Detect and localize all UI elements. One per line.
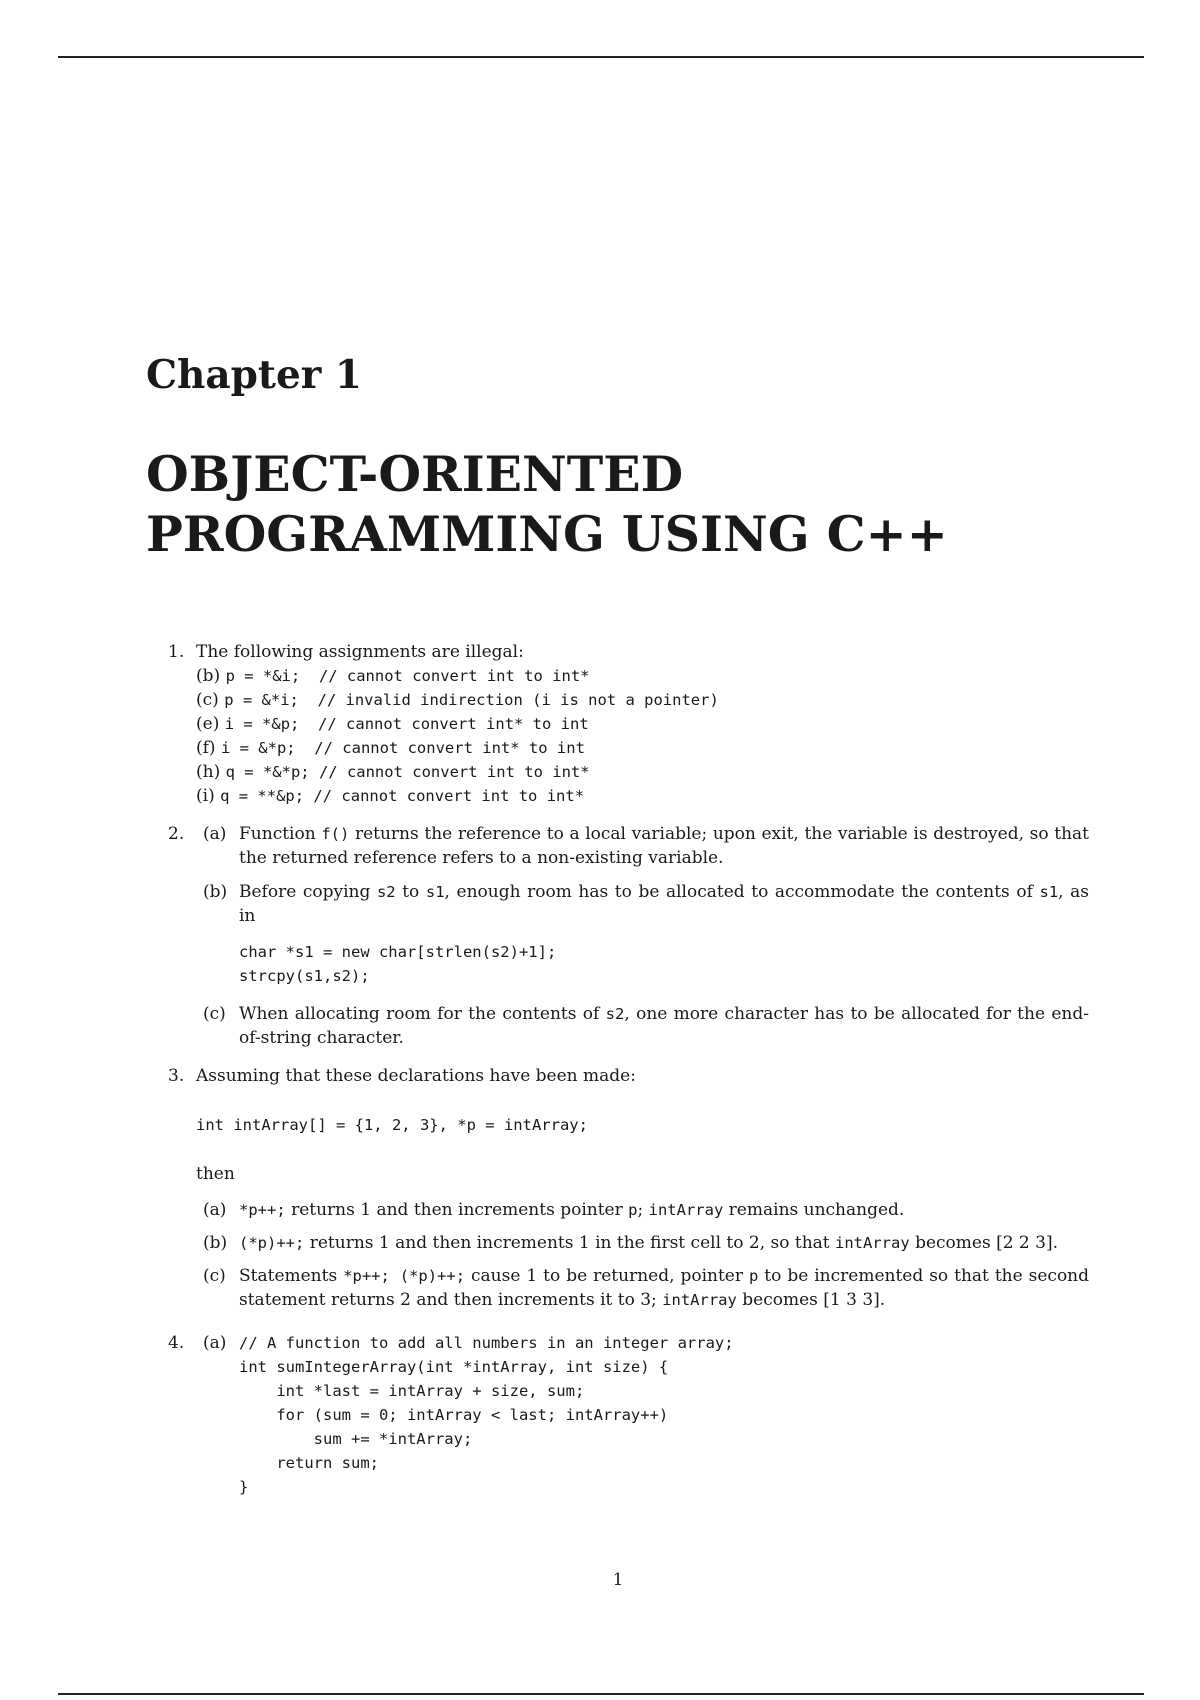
q1-item-f [196,736,585,760]
q2-c-code: s2 [605,1005,625,1023]
q2-b-mid: to [395,882,426,902]
q3-number: 3. [168,1066,185,1086]
page-number: 1 [612,1570,624,1590]
q3-b-text [239,1231,1089,1255]
q3-a-code: intArray [648,1201,724,1219]
q1-item-c [196,688,719,712]
code-line: } [239,1478,249,1496]
q4-code-block [239,1331,734,1499]
q2-a-pre: Function [239,824,322,844]
q1-item-label: (h) [196,762,221,782]
q1-item-label: (f) [196,738,216,758]
q2-b-code: s2 [376,883,396,901]
q1-number: 1. [168,642,185,662]
q2-b-code: s1 [1039,883,1059,901]
q2-c-post: , one more character has to be allocated for the end-of-string character. [239,1004,1089,1048]
q3-b-post: becomes [2 2 3]. [909,1233,1059,1253]
q2-a-code: f() [321,825,350,843]
q3-c-label: (c) [203,1266,226,1286]
q3-c-code: *p++; (*p)++; [343,1267,466,1285]
code-line: strcpy(s1,s2); [239,967,370,985]
q3-c-pre: Statements [239,1266,344,1286]
chapter-title [146,444,1046,564]
chapter-label: Chapter 1 [146,352,363,398]
q3-b-label: (b) [203,1233,228,1253]
q1-item-label: (e) [196,714,220,734]
q2-a-label: (a) [203,824,227,844]
q2-c-pre: When allocating room for the contents of [239,1004,606,1024]
q2-b-label: (b) [203,882,228,902]
q4-a-label: (a) [203,1333,227,1353]
code-line: sum += *intArray; [239,1430,473,1448]
q1-item-h [196,760,590,784]
q3-intro: Assuming that these declarations have been made: [196,1066,636,1086]
q2-c-label: (c) [203,1004,226,1024]
q1-item-b [196,664,590,688]
q3-b-code: intArray [835,1234,910,1252]
q3-b-code: (*p)++; [239,1234,305,1252]
q2-b-pre: Before copying [239,882,377,902]
q3-c-code: intArray [662,1291,737,1309]
code-line: for (sum = 0; intArray < last; intArray++) [239,1406,669,1424]
q3-a-mid: ; [637,1200,649,1220]
q1-item-code: p = *&i; // cannot convert int to int* [225,667,590,685]
chapter-title-line-2: PROGRAMMING USING C++ [146,505,948,563]
q2-b-code-block [239,940,556,988]
q1-item-code: q = **&p; // cannot convert int to int* [220,787,585,805]
bottom-rule [58,1693,1144,1695]
q2-b-text [239,880,1089,928]
code-line: // A function to add all numbers in an integer array; [239,1334,734,1352]
q3-c-mid: cause 1 to be returned, pointer [465,1266,749,1286]
q1-item-label: (c) [196,690,219,710]
q4-number: 4. [168,1333,185,1353]
q1-intro: The following assignments are illegal: [196,642,524,662]
q3-c-code: p [748,1267,759,1285]
q3-b-mid: returns 1 and then increments 1 in the first cell to 2, so that [304,1233,836,1253]
code-line: return sum; [239,1454,379,1472]
q2-b-mid: , enough room has to be allocated to accommodate the contents of [444,882,1040,902]
q3-a-code: *p++; [239,1201,286,1219]
code-line: char *s1 = new char[strlen(s2)+1]; [239,943,557,961]
q1-item-e [196,712,589,736]
q2-c-text [239,1002,1089,1050]
q3-a-text [239,1198,1089,1222]
q3-c-text [239,1264,1089,1312]
q2-a-post: returns the reference to a local variable; upon exit, the variable is destroyed, so that the returned reference refers to a non-existing variable. [239,824,1089,868]
q1-item-code: q = *&*p; // cannot convert int to int* [225,763,590,781]
code-line: int *last = intArray + size, sum; [239,1382,585,1400]
q3-a-mid: returns 1 and then increments pointer [285,1200,629,1220]
q3-a-code: p [628,1201,638,1219]
q3-c-post: becomes [1 3 3]. [736,1290,886,1310]
q1-item-label: (b) [196,666,221,686]
q2-b-code: s1 [425,883,445,901]
q1-item-code: p = &*i; // invalid indirection (i is not a pointer) [224,691,719,709]
q2-a-text [239,822,1089,870]
q3-then: then [196,1164,235,1184]
q2-b-post: , as in [239,882,1090,926]
q3-a-label: (a) [203,1200,227,1220]
q1-item-code: i = *&p; // cannot convert int* to int [224,715,589,733]
q3-declaration: int intArray[] = {1, 2, 3}, *p = intArray; [196,1116,588,1134]
q3-a-post: remains unchanged. [723,1200,905,1220]
top-rule [58,56,1144,58]
q1-item-i [196,784,584,808]
q1-item-label: (i) [196,786,215,806]
q3-c-mid: to be incremented so that the second statement returns 2 and then increments it to 3; [239,1266,1090,1310]
code-line: int sumIntegerArray(int *intArray, int size) { [239,1358,669,1376]
chapter-title-line-1: OBJECT-ORIENTED [146,445,684,503]
q2-number: 2. [168,824,185,844]
q1-item-code: i = &*p; // cannot convert int* to int [220,739,585,757]
